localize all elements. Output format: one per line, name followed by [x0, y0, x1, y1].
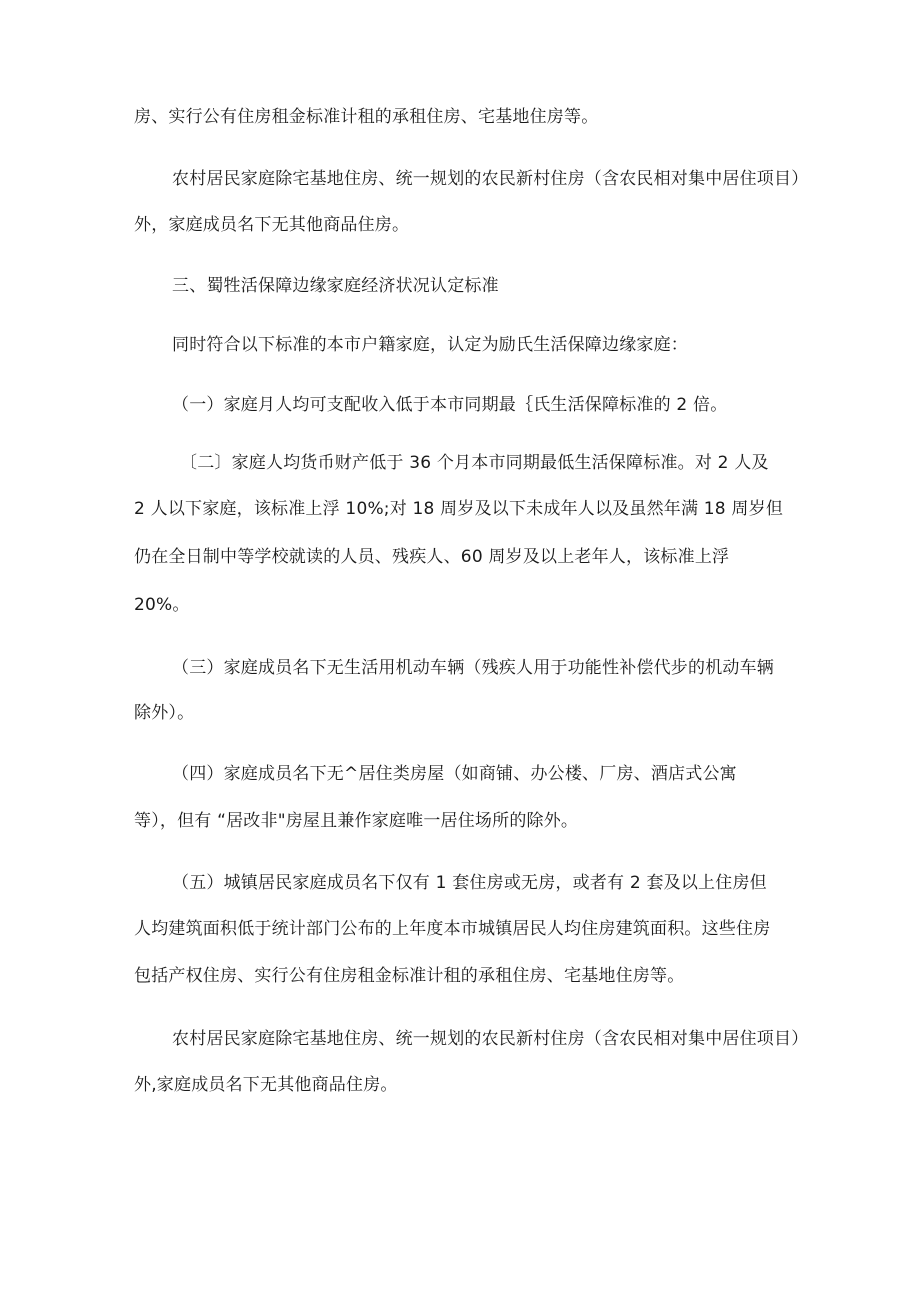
- p2-line-1: 农村居民家庭除宅基地住房、统一规划的农民新村住房（含农民相对集中居住项目）: [172, 169, 809, 189]
- section-heading: 三、蜀牲活保障边缘家庭经济状况认定标准: [172, 276, 499, 296]
- p4-line-1: 同时符合以下标准的本市户籍家庭，认定为励氏生活保障边缘家庭：: [172, 335, 688, 355]
- p10-line-2: 外,家庭成员名下无其他商品住房。: [134, 1075, 398, 1095]
- p10-line-1: 农村居民家庭除宅基地住房、统一规划的农民新村住房（含农民相对集中居住项目）: [172, 1029, 809, 1049]
- p9-line-2: 人均建筑面积低于统计部门公布的上年度本市城镇居民人均住房建筑面积。这些住房: [134, 919, 771, 939]
- p6-line-1: 〔二〕家庭人均货币财产低于 36 个月本市同期最低生活保障标准。对 2 人及: [180, 453, 769, 473]
- p7-line-2: 除外）。: [134, 703, 195, 723]
- p6-line-4: 20%。: [134, 595, 190, 615]
- p5-line-1: （一）家庭月人均可支配收入低于本市同期最｛氏生活保障标准的 2 倍。: [172, 395, 728, 415]
- p7-line-1: （三）家庭成员名下无生活用机动车辆（残疾人用于功能性补偿代步的机动车辆: [172, 658, 774, 678]
- p9-line-1: （五）城镇居民家庭成员名下仅有 1 套住房或无房，或者有 2 套及以上住房但: [172, 873, 767, 893]
- p1-line-1: 房、实行公有住房租金标准计租的承租住房、宅基地住房等。: [134, 107, 599, 127]
- p2-line-2: 外，家庭成员名下无其他商品住房。: [134, 215, 410, 235]
- p8-line-2: 等），但有 “居改非"房屋且兼作家庭唯一居住场所的除外。: [134, 811, 579, 831]
- p8-line-1: （四）家庭成员名下无^居住类房屋（如商铺、办公楼、厂房、酒店式公寓: [172, 764, 737, 784]
- p6-line-3: 仍在全日制中等学校就读的人员、残疾人、60 周岁及以上老年人，该标准上浮: [134, 547, 730, 567]
- p9-line-3: 包括产权住房、实行公有住房租金标准计租的承租住房、宅基地住房等。: [134, 966, 685, 986]
- p6-line-2: 2 人以下家庭，该标准上浮 10%;对 18 周岁及以下未成年人以及虽然年满 18 周岁但: [134, 499, 784, 519]
